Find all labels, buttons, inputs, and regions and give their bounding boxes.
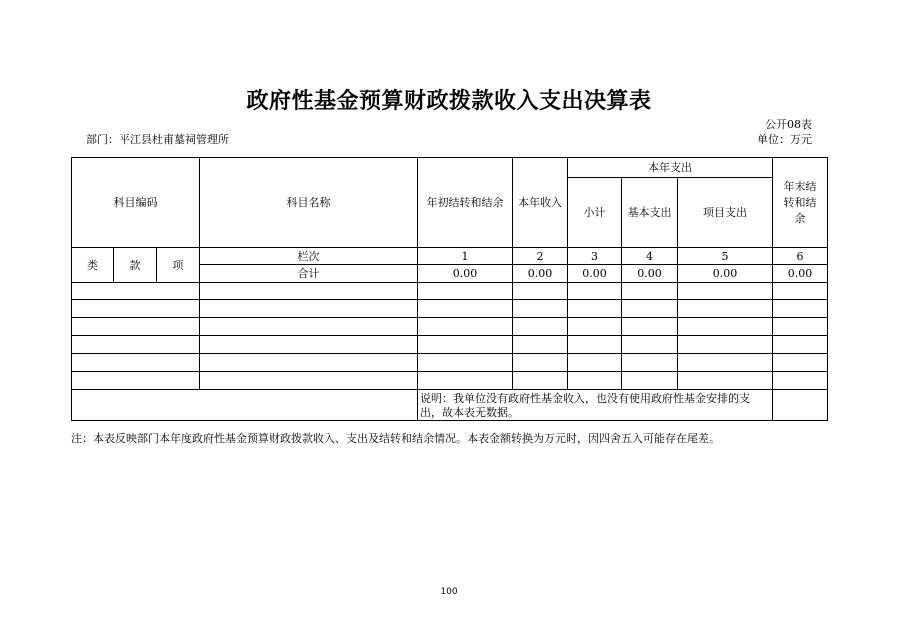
department-label: 部门：平江县杜甫墓祠管理所 xyxy=(86,133,229,146)
total-value: 0.00 xyxy=(773,265,828,283)
budget-table xyxy=(71,157,828,421)
table-row xyxy=(72,336,828,354)
form-code: 公开08表 xyxy=(765,118,812,131)
column-index: 3 xyxy=(568,248,622,265)
header-project-expenditure: 项目支出 xyxy=(678,178,773,248)
header-current-expenditure: 本年支出 xyxy=(568,158,773,178)
header-subject-name: 科目名称 xyxy=(200,158,418,248)
total-value: 0.00 xyxy=(513,265,568,283)
table-row xyxy=(72,372,828,390)
total-value: 0.00 xyxy=(622,265,678,283)
footnote: 注：本表反映部门本年度政府性基金预算财政拨款收入、支出及结转和结余情况。本表金额转换为万元时，因四舍五入可能存在尾差。 xyxy=(71,432,720,445)
header-ending-balance: 年末结转和结余 xyxy=(773,158,828,248)
page-number: 100 xyxy=(440,587,458,597)
header-current-income: 本年收入 xyxy=(513,158,568,248)
column-index: 2 xyxy=(513,248,568,265)
column-index: 4 xyxy=(622,248,678,265)
header-category: 类 xyxy=(72,248,114,283)
header-section: 款 xyxy=(114,248,157,283)
table-row xyxy=(72,354,828,372)
header-basic-expenditure: 基本支出 xyxy=(622,178,678,248)
total-row-label: 合计 xyxy=(200,265,418,283)
note-trailing-cell xyxy=(773,390,828,421)
column-index-label: 栏次 xyxy=(200,248,418,265)
note-spacer xyxy=(72,390,418,421)
table-row xyxy=(72,318,828,336)
column-index: 6 xyxy=(773,248,828,265)
total-value: 0.00 xyxy=(678,265,773,283)
unit-label: 单位：万元 xyxy=(757,133,812,146)
table-row xyxy=(72,300,828,318)
total-value: 0.00 xyxy=(418,265,513,283)
column-index: 5 xyxy=(678,248,773,265)
header-subtotal: 小计 xyxy=(568,178,622,248)
header-beginning-balance: 年初结转和结余 xyxy=(418,158,513,248)
header-subject-code: 科目编码 xyxy=(72,158,200,248)
total-value: 0.00 xyxy=(568,265,622,283)
page-title: 政府性基金预算财政拨款收入支出决算表 xyxy=(246,89,652,114)
header-item: 项 xyxy=(157,248,200,283)
table-row xyxy=(72,283,828,300)
note-text: 说明：我单位没有政府性基金收入，也没有使用政府性基金安排的支出，故本表无数据。 xyxy=(418,390,773,421)
column-index: 1 xyxy=(418,248,513,265)
